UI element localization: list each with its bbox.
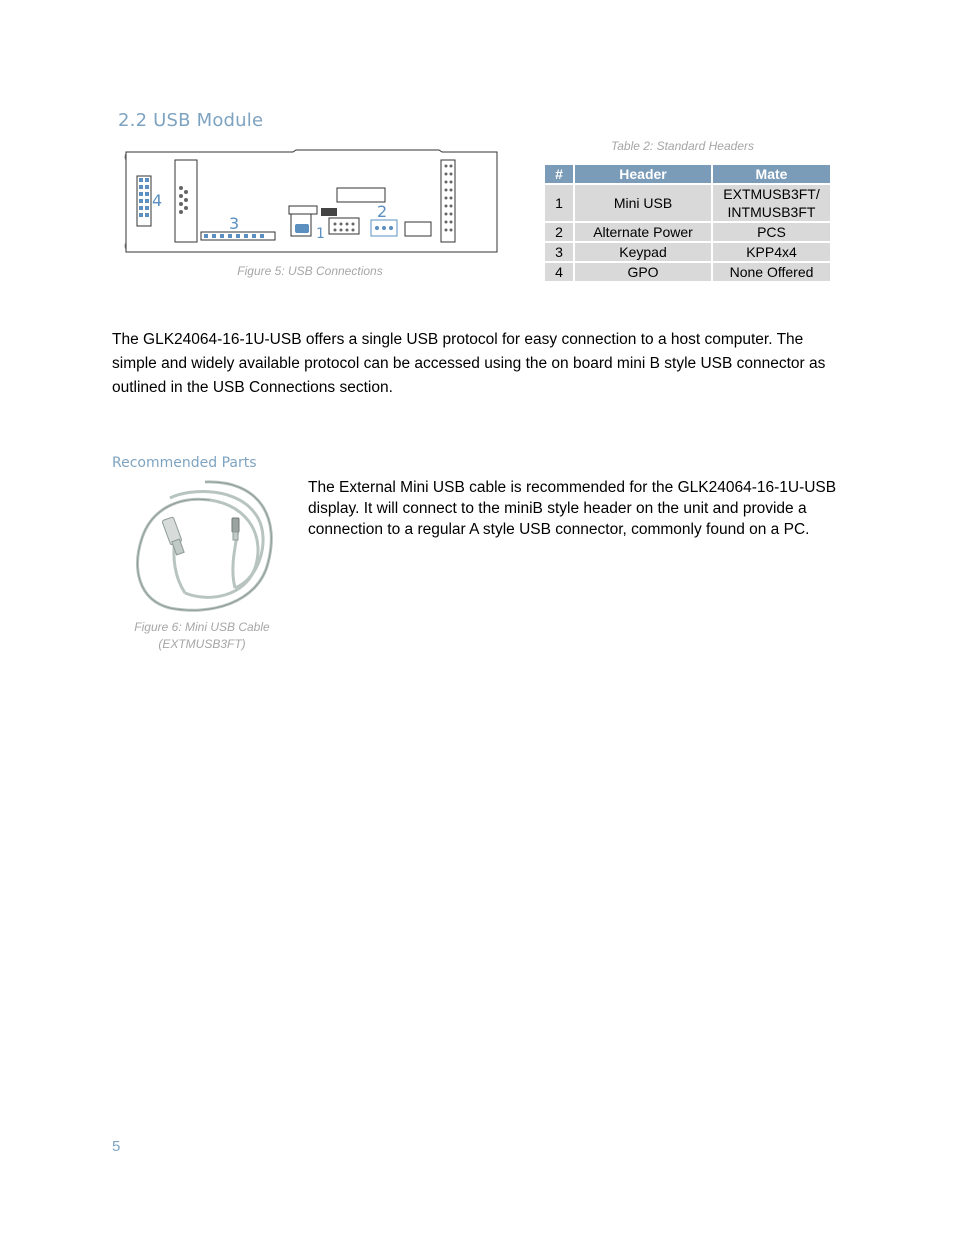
recommended-parts-text: The External Mini USB cable is recommended for the GLK24064-16-1U-USB display. It will connect to the miniB style header on the unit and provide a connection to a regular A style USB connector, commonly found on a PC. — [308, 479, 837, 538]
cell-num: 3 — [545, 243, 573, 261]
cell-header: GPO — [575, 263, 711, 281]
figure-6-caption-line1: Figure 6: Mini USB Cable — [134, 620, 270, 634]
table-row — [545, 185, 830, 221]
intro-paragraph: The GLK24064-16-1U-USB offers a single USB protocol for easy connection to a host computer. The simple and widely available protocol can be accessed using the on board mini B style USB connector as outlined in the USB Connections section. — [112, 331, 826, 396]
column-header-num: # — [545, 165, 573, 183]
table-2-caption: Table 2: Standard Headers — [611, 139, 754, 153]
column-header-mate: Mate — [713, 165, 830, 183]
column-header-header: Header — [575, 165, 711, 183]
callout-1: 1 — [316, 226, 325, 242]
cell-mate: PCS — [713, 223, 830, 241]
standard-headers-table — [543, 163, 832, 283]
table-header-row — [545, 165, 830, 183]
cell-mate: EXTMUSB3FT/ INTMUSB3FT — [713, 185, 830, 221]
cell-num: 4 — [545, 263, 573, 281]
cell-num: 1 — [545, 185, 573, 221]
usb-connections-board-image — [121, 148, 499, 256]
cell-header: Mini USB — [575, 185, 711, 221]
callout-4: 4 — [152, 191, 163, 210]
cell-mate: None Offered — [713, 263, 830, 281]
cell-num: 2 — [545, 223, 573, 241]
cell-mate: KPP4x4 — [713, 243, 830, 261]
page-number: 5 — [112, 1138, 121, 1155]
table-row — [545, 263, 830, 281]
recommended-parts-heading: Recommended Parts — [112, 455, 257, 471]
callout-3: 3 — [229, 214, 240, 233]
figure-5-caption: Figure 5: USB Connections — [237, 264, 383, 278]
cell-header: Keypad — [575, 243, 711, 261]
figure-6-caption-line2: (EXTMUSB3FT) — [158, 637, 246, 651]
table-row — [545, 223, 830, 241]
section-title: 2.2 USB Module — [118, 110, 264, 131]
table-row — [545, 243, 830, 261]
mini-usb-cable-image — [130, 478, 276, 618]
cell-header: Alternate Power — [575, 223, 711, 241]
callout-2: 2 — [377, 202, 388, 221]
figure-6-caption — [120, 619, 284, 653]
